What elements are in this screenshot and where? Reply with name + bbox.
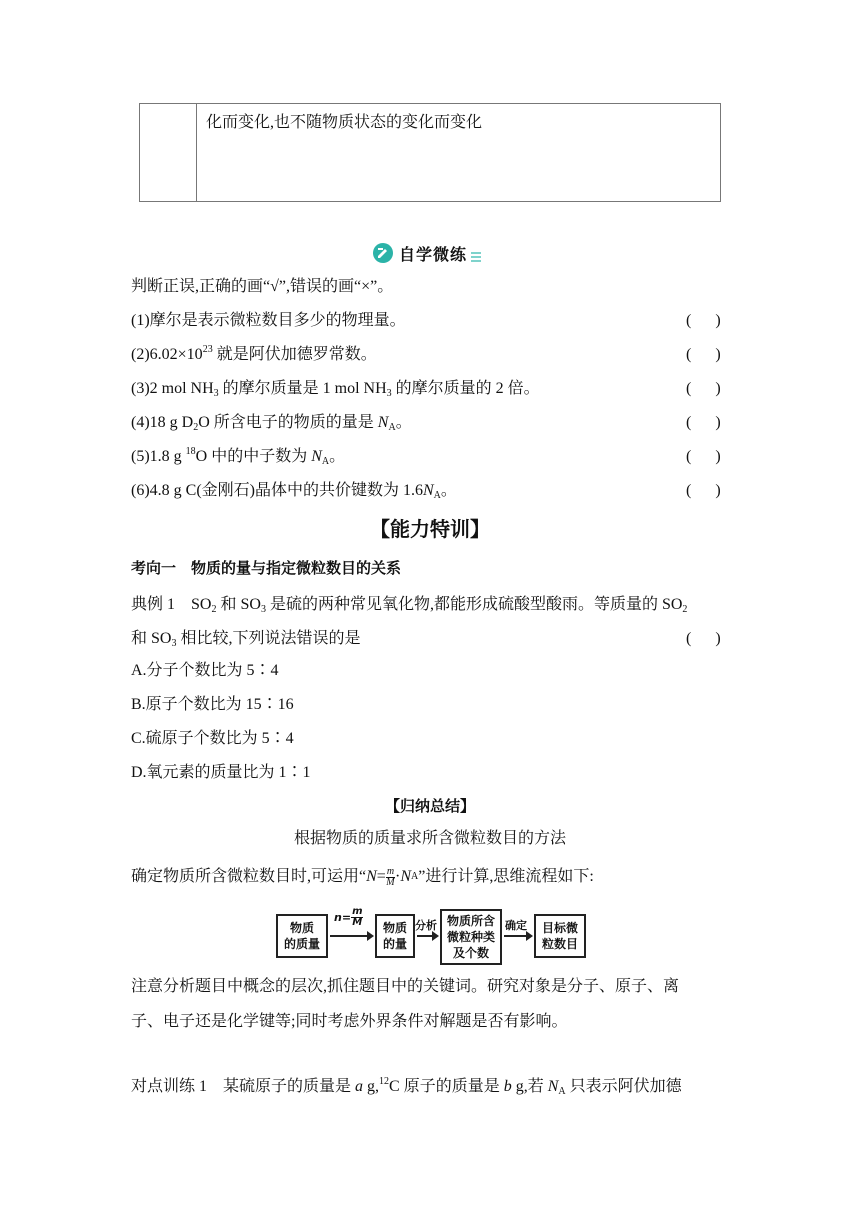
- flow-label-formula: n= $\frac{m}{M}$: [334, 906, 363, 928]
- summary-title: 根据物质的质量求所含微粒数目的方法: [293, 830, 566, 847]
- flow-label-determine: 确定: [505, 919, 527, 932]
- answer-paren-6[interactable]: ( ): [686, 482, 721, 499]
- direction-1-title: 考向一 物质的量与指定微粒数目的关系: [131, 559, 402, 577]
- answer-paren-2[interactable]: ( ): [686, 346, 721, 363]
- flow-box-particle-kinds: 物质所含 微粒种类 及个数: [440, 909, 502, 965]
- judge-item-5: (5)1.8 g $^{18}$O 中的中子数为 $N_A$。: [131, 446, 346, 467]
- judge-item-3: (3)2 mol $NH_3$ 的摩尔质量是 1 mol $NH_3$ 的摩尔质量的 2 倍。: [131, 380, 540, 399]
- judge-item-2: $(2)6.02\times 10^{23}$ 就是阿伏加德罗常数。: [131, 344, 377, 363]
- flow-arrow-3: [504, 935, 531, 937]
- answer-paren-1[interactable]: ( ): [686, 312, 721, 329]
- judge-item-4: (4)18 g $D_2O$ 所含电子的物质的量是 $N_A$。: [131, 414, 412, 433]
- summary-heading: 【归纳总结】: [384, 797, 475, 815]
- judge-item-6: (6)4.8 g C(金刚石)晶体中的共价键数为 $1.6N_A$。: [131, 482, 457, 501]
- answer-paren-3[interactable]: ( ): [686, 380, 721, 397]
- option-d: D.氧元素的质量比为 1∶1: [131, 764, 311, 781]
- m-over-M-fraction: $\frac{m}{M}$: [386, 865, 395, 888]
- flow-label-analyze: 分析: [415, 919, 437, 932]
- flow-arrow-1: [330, 935, 372, 937]
- instruction: 判断正误,正确的画“√”,错误的画“×”。: [131, 278, 394, 295]
- flow-diagram: [276, 904, 586, 966]
- concept-table: [139, 103, 721, 202]
- judge-item-1: (1)摩尔是表示微粒数目多少的物理量。: [131, 312, 406, 329]
- note-line-1: 注意分析题目中概念的层次,抓住题目中的关键词。研究对象是分子、原子、离: [131, 978, 680, 995]
- option-b: B.原子个数比为 15∶16: [131, 696, 294, 713]
- flow-box-target-count: 目标微 粒数目: [534, 914, 586, 958]
- ability-heading: 【能力特训】: [370, 517, 490, 541]
- table-divider: [196, 104, 197, 201]
- badge-label: 自学微练: [399, 244, 468, 264]
- flow-box-mass: 物质 的质量: [276, 914, 328, 958]
- note-line-2: 子、电子还是化学键等;同时考虑外界条件对解题是否有影响。: [131, 1013, 568, 1030]
- self-study-badge: [372, 242, 481, 264]
- training-1-line: 对点训练 1 某硫原子的质量是 a g,$^{12}$C 原子的质量是 b g,若 $N_A$ 只表示阿伏加德: [131, 1076, 682, 1097]
- example-1-line-2: 和 $SO_3$ 相比较,下列说法错误的是: [131, 630, 361, 649]
- table-cell-text: 化而变化,也不随物质状态的变化而变化: [206, 114, 483, 131]
- option-c: C.硫原子个数比为 5∶4: [131, 730, 294, 747]
- method-line: 确定物质所含微粒数目时,可运用“ N = $\frac{m}{M}$ · N A ”进行计算,思维流程如下:: [131, 865, 594, 888]
- flow-box-amount: 物质 的量: [375, 914, 415, 958]
- flow-arrow-2: [417, 935, 437, 937]
- option-a: A.分子个数比为 5∶4: [131, 662, 279, 679]
- answer-paren-5[interactable]: ( ): [686, 448, 721, 465]
- example-1-line-1: 典例 1 $SO_2$ 和 $SO_3$ 是硫的两种常见氧化物,都能形成硫酸型酸雨。等质量的 $SO_2$: [131, 596, 688, 615]
- answer-paren-4[interactable]: ( ): [686, 414, 721, 431]
- pencil-book-icon: [372, 242, 394, 264]
- decorative-bars-icon: [471, 250, 481, 264]
- example-answer-paren[interactable]: ( ): [686, 630, 721, 647]
